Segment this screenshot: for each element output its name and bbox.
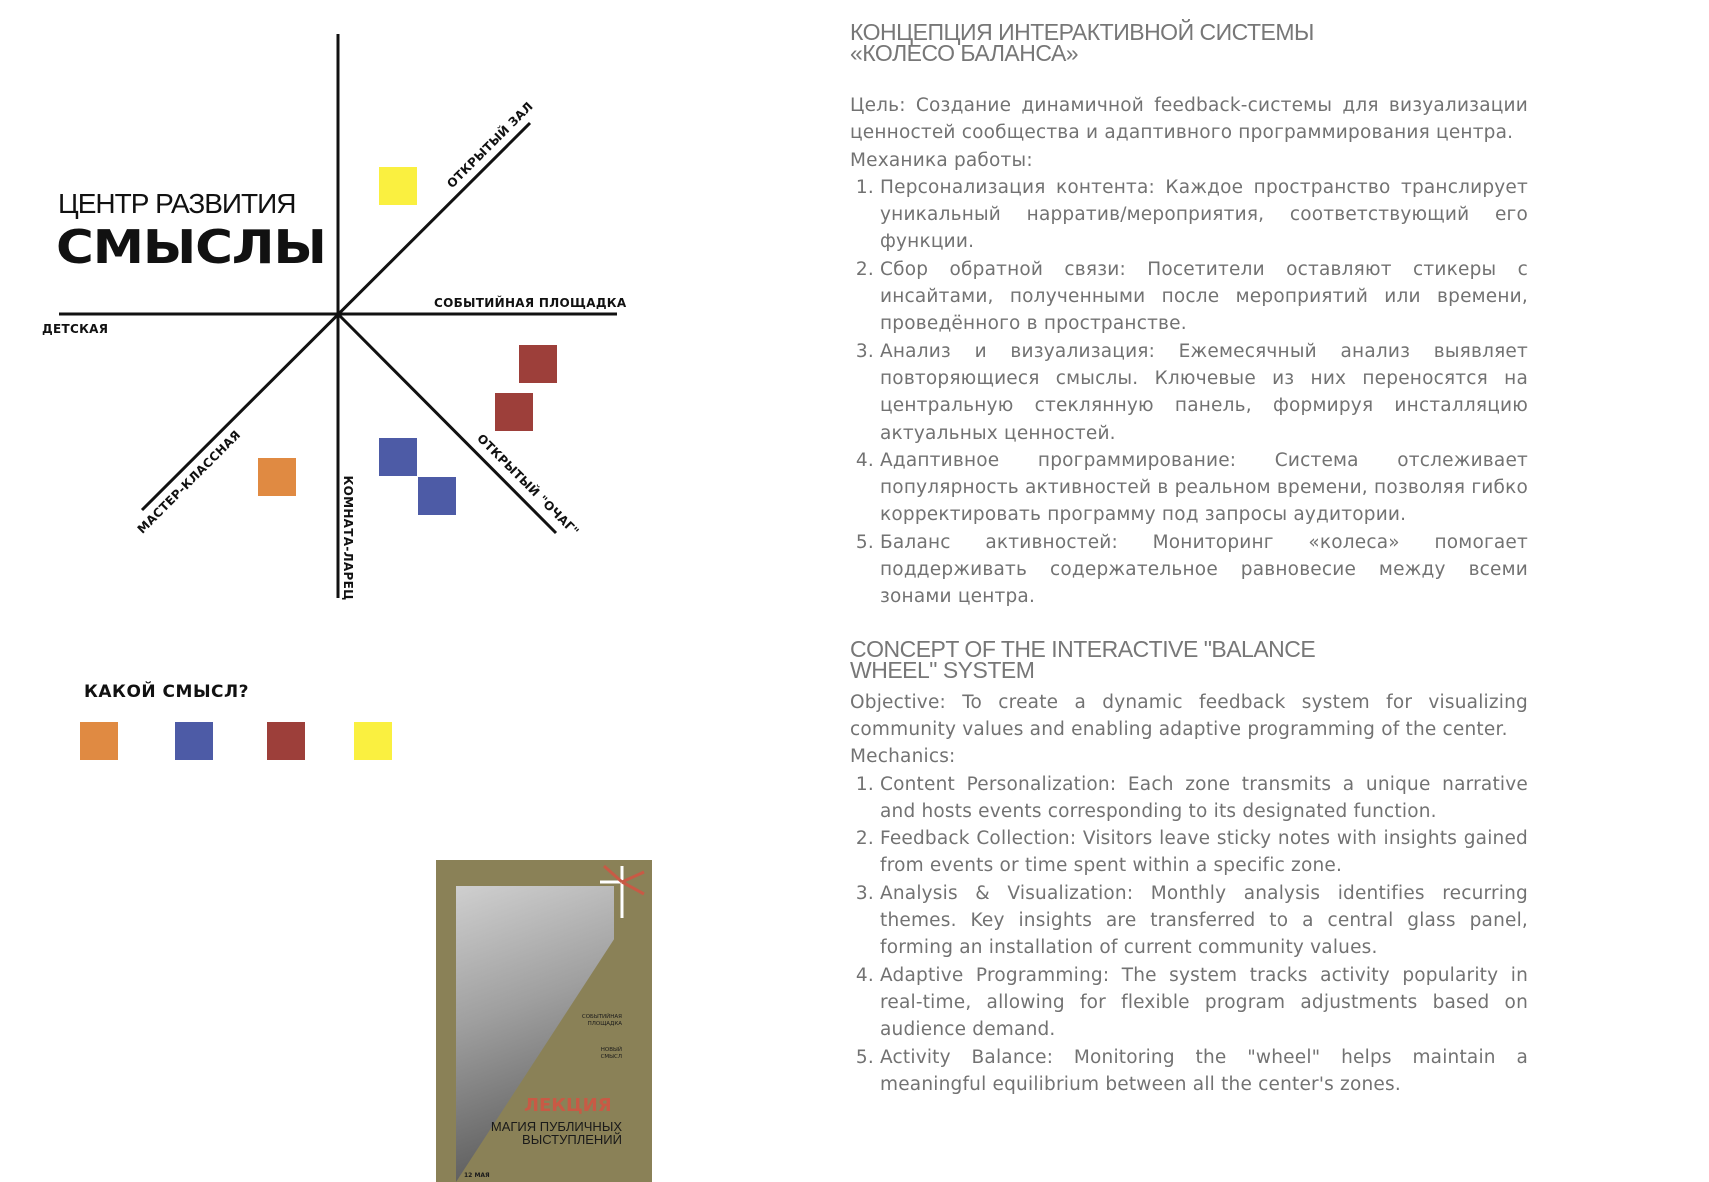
ru-goal: Цель: Создание динамичной feedback-системы для визуализации ценностей сообщества и адаптивного программирования центра. [850, 95, 1528, 144]
zone-label-room-box: КОМНАТА-ЛАРЕЦ [341, 475, 355, 601]
sticker-red [495, 393, 533, 431]
zone-label-kids: ДЕТСКАЯ [42, 322, 109, 336]
list-item: 4. Adaptive Programming: The system tracks activity popularity in real-time, allowing for flexible program adjustments based on audience demand. [880, 962, 1528, 1044]
sticker-orange [258, 458, 296, 496]
zone-label-master-class: МАСТЕР-КЛАССНАЯ [134, 427, 244, 537]
event-poster [436, 860, 652, 1182]
list-item: 1. Content Personalization: Each zone transmits a unique narrative and hosts events corresponding to its designated function. [880, 771, 1528, 826]
list-item: 3. Analysis & Visualization: Monthly analysis identifies recurring themes. Key insights are transferred to a central glass panel, forming an installation of current community values. [880, 880, 1528, 962]
zone-label-event-space: СОБЫТИЙНАЯ ПЛОЩАДКА [434, 296, 627, 310]
asterisk-logo-icon [592, 862, 652, 926]
legend-swatch-orange [80, 722, 118, 760]
ru-mechanics-list [850, 174, 1528, 611]
en-mechanics-label: Mechanics: [850, 746, 956, 768]
poster-headline: ЛЕКЦИЯ [524, 1095, 612, 1116]
poster-subtitle-line1: МАГИЯ ПУБЛИЧНЫХ [490, 1119, 622, 1134]
poster-subtitle-line2: ВЫСТУПЛЕНИЙ [522, 1132, 622, 1147]
list-item: 1. Персонализация контента: Каждое пространство транслирует уникальный нарратив/мероприятия, соответствующий его функции. [880, 174, 1528, 256]
poster-date: 12 МАЯ [464, 1172, 490, 1179]
legend-swatch-red [267, 722, 305, 760]
list-item: 5. Activity Balance: Monitoring the "wheel" helps maintain a meaningful equilibrium between all the center's zones. [880, 1044, 1528, 1099]
legend-question: КАКОЙ СМЫСЛ? [84, 682, 250, 702]
poster-tag-line2: ПЛОЩАДКА [587, 1021, 622, 1027]
en-heading: CONCEPT OF THE INTERACTIVE "BALANCE WHEEL" SYSTEM [850, 635, 1316, 683]
list-item: 4. Адаптивное программирование: Система отслеживает популярность активностей в реальном времени, позволяя гибко корректировать программу под запросы аудитории. [880, 447, 1528, 529]
list-item: 2. Feedback Collection: Visitors leave sticky notes with insights gained from events or time spent within a specific zone. [880, 825, 1528, 880]
poster-tag2-line1: НОВЫЙ [600, 1047, 622, 1053]
sticker-red [519, 345, 557, 383]
balance-wheel-diagram [0, 0, 720, 620]
sticker-blue [379, 438, 417, 476]
sticker-yellow [379, 167, 417, 205]
en-objective: Objective: To create a dynamic feedback system for visualizing community values and enabling adaptive programming of the center. [850, 691, 1528, 740]
legend-swatch-yellow [354, 722, 392, 760]
wheel-title-line1: ЦЕНТР РАЗВИТИЯ [58, 188, 296, 219]
zone-label-open-hall: ОТКРЫТЫЙ ЗАЛ [444, 99, 536, 191]
list-item: 3. Анализ и визуализация: Ежемесячный анализ выявляет повторяющиеся смыслы. Ключевые из них переносятся на центральную стеклянную панель, формируя инсталляцию актуальных ценностей. [880, 338, 1528, 447]
list-item: 2. Сбор обратной связи: Посетители оставляют стикеры с инсайтами, полученными после мероприятий или времени, проведённого в пространстве. [880, 256, 1528, 338]
text-column [850, 19, 1528, 1098]
en-mechanics-list [850, 771, 1528, 1099]
wheel-axes [0, 0, 720, 620]
list-item: 5. Баланс активностей: Мониторинг «колеса» помогает поддерживать содержательное равновесие между всеми зонами центра. [880, 529, 1528, 611]
axis-diagonal-up [142, 123, 530, 510]
poster-subtitle [491, 1120, 622, 1146]
sticker-blue [418, 477, 456, 515]
poster-tag-line1: СОБЫТИЙНАЯ [581, 1014, 622, 1020]
poster-tag2-line2: СМЫСЛ [600, 1054, 622, 1060]
wheel-title-line2: СМЫСЛЫ [56, 220, 326, 274]
ru-mechanics-label: Механика работы: [850, 149, 1033, 171]
legend-swatch-blue [175, 722, 213, 760]
zone-label-open-hearth: ОТКРЫТЫЙ "ОЧАГ" [474, 431, 582, 539]
ru-heading: КОНЦЕПЦИЯ ИНТЕРАКТИВНОЙ СИСТЕМЫ «КОЛЕСО БАЛАНСА» [850, 19, 1314, 66]
